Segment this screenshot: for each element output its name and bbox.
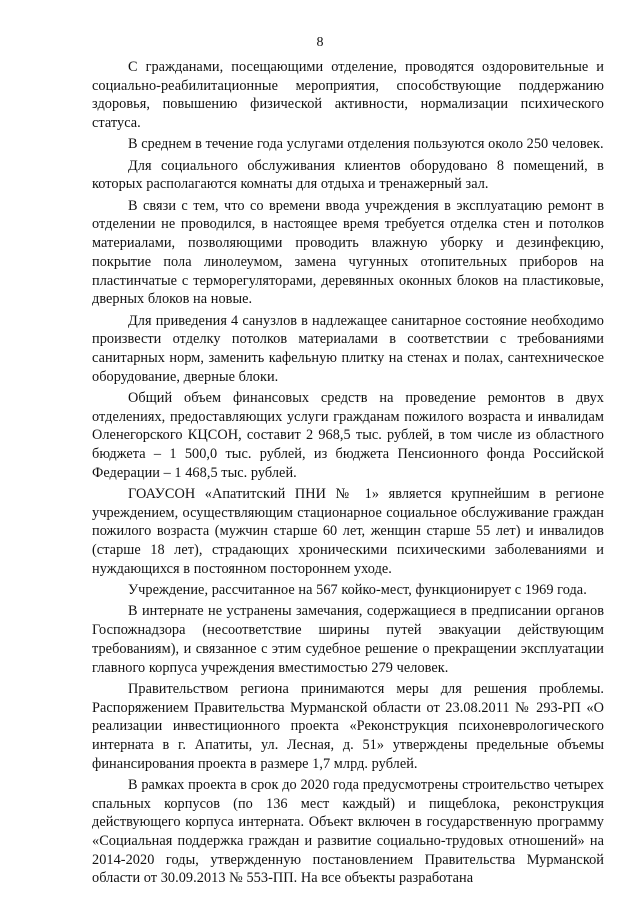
document-body [92, 58, 604, 888]
paragraph: С гражданами, посещающими отделение, проводятся оздоровительные и социально-реабилитационные мероприятия, способствующие поддержанию здоровья, повышению физической активности, нормализации психического статуса. [92, 59, 604, 132]
paragraph: В рамках проекта в срок до 2020 года предусмотрены строительство четырех спальных корпусов (по 136 мест каждый) и пищеблока, реконструкция действующего корпуса интерната. Объект включен в государственную программу «Социальная поддержка граждан и развитие социально-трудовых отношений» на 2014-2020 годы, утвержденную постановлением Правительства Мурманской области от 30.09.2013 № 553-ПП. На все объекты разработана [92, 776, 604, 887]
paragraph: Общий объем финансовых средств на проведение ремонтов в двух отделениях, предоставляющих услуги гражданам пожилого возраста и инвалидам Оленегорского КЦСОН, составит 2 968,5 тыс. рублей, в том числе из областного бюджета – 1 500,0 тыс. рублей, из бюджета Пенсионного фонда Российской Федерации – 1 468,5 тыс. рублей. [92, 389, 604, 481]
paragraph: В среднем в течение года услугами отделения пользуются около 250 человек. [128, 136, 604, 153]
paragraph: ГОАУСОН «Апатитский ПНИ № 1» является крупнейшим в регионе учреждением, осуществляющим стационарное социальное обслуживание граждан пожилого возраста (мужчин старше 60 лет, женщин старше 55 лет) и инвалидов (старше 18 лет), страдающих хроническими психическими заболеваниями и нуждающихся в постоянном постороннем уходе. [92, 486, 604, 577]
paragraph: Для приведения 4 санузлов в надлежащее санитарное состояние необходимо произвести отделку потолков материалами в соответствии с требованиями санитарных норм, заменить кафельную плитку на стенах и полах, сантехническое оборудование, дверные блоки. [92, 312, 604, 385]
page-number: 8 [316, 35, 324, 50]
paragraph: Учреждение, рассчитанное на 567 койко-мест, функционирует с 1969 года. [128, 582, 587, 599]
paragraph: Для социального обслуживания клиентов оборудовано 8 помещений, в которых располагаются комнаты для отдыха и тренажерный зал. [92, 157, 604, 193]
paragraph: В интернате не устранены замечания, содержащиеся в предписании органов Госпожнадзора (несоответствие ширины путей эвакуации действующим требованиям), и связанное с этим судебное решение о прекращении эксплуатации главного корпуса учреждения вместимостью 279 человек. [92, 603, 604, 676]
paragraph: В связи с тем, что со времени ввода учреждения в эксплуатацию ремонт в отделении не проводился, в настоящее время требуется отделка стен и потолков материалами, позволяющими проводить влажную уборку и дезинфекцию, покрытие пола линолеумом, замена чугунных отопительных приборов на пластинчатые с терморегуляторами, деревянных оконных блоков на пластиковые, дверных блоков на новые. [92, 197, 604, 308]
paragraph: Правительством региона принимаются меры для решения проблемы. Распоряжением Правительства Мурманской области от 23.08.2011 № 293-РП «О реализации инвестиционного проекта «Реконструкция психоневрологического интерната в г. Апатиты, ул. Лесная, д. 51» утверждены предельные объемы финансирования проекта в размере 1,7 млрд. рублей. [92, 680, 604, 772]
